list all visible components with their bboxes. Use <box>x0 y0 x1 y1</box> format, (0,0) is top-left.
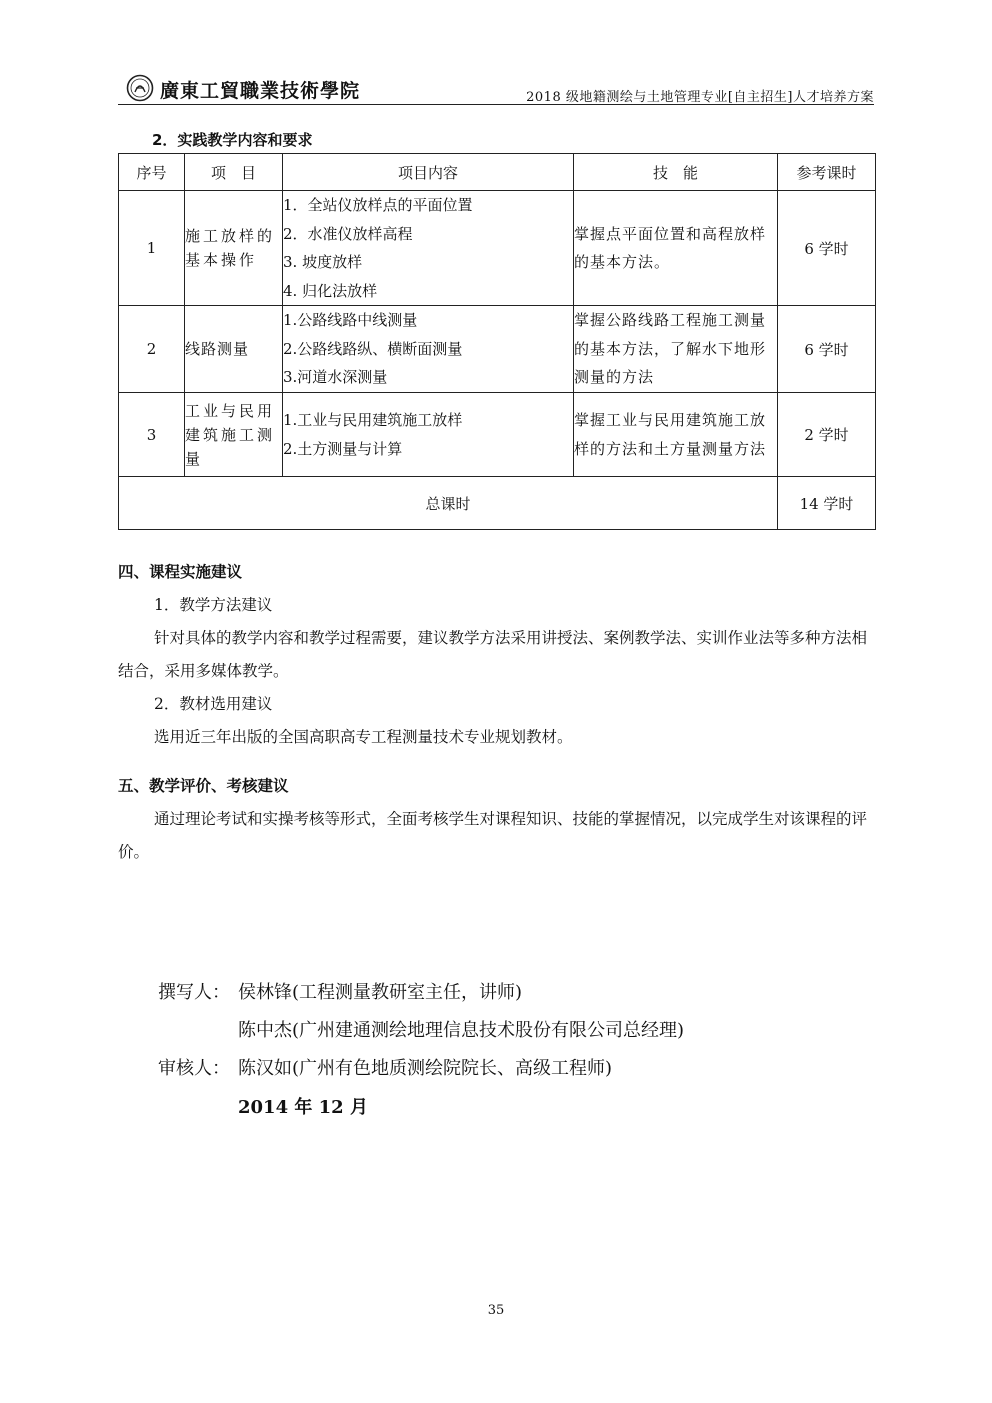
row-hours: 2 学时 <box>778 393 876 477</box>
row-number: 2 <box>119 306 185 393</box>
content-item: 2．水准仪放样高程 <box>283 224 413 243</box>
table-row <box>119 306 876 393</box>
total-label: 总课时 <box>119 477 778 530</box>
section-heading: 五、教学评价、考核建议 <box>118 777 289 795</box>
row-hours: 6 学时 <box>778 306 876 393</box>
row-number: 3 <box>119 393 185 477</box>
header-number: 序号 <box>119 154 185 191</box>
content-item: 1.工业与民用建筑施工放样 <box>283 411 463 429</box>
evaluation-section <box>118 770 875 869</box>
content-item: 2.土方测量与计算 <box>283 439 403 458</box>
row-content <box>283 191 574 306</box>
content-item: 4. 归化法放样 <box>283 281 378 300</box>
total-hours: 14 学时 <box>778 477 876 530</box>
content-item: 1．全站仪放样点的平面位置 <box>283 196 473 214</box>
document-title: 2018 级地籍测绘与土地管理专业[自主招生]人才培养方案 <box>526 90 874 105</box>
implementation-section <box>118 556 875 754</box>
table-header-row <box>119 154 876 191</box>
row-number: 1 <box>119 191 185 306</box>
section-heading: 四、课程实施建议 <box>118 563 243 581</box>
writer-name: 侯林锋(工程测量教研室主任，讲师) <box>238 982 523 1003</box>
header-project: 项 目 <box>185 154 283 191</box>
content-item: 2.公路线路纵、横断面测量 <box>283 339 463 358</box>
school-name: 廣東工貿職業技術學院 <box>160 80 361 102</box>
row-content <box>283 393 574 477</box>
header-content: 项目内容 <box>283 154 574 191</box>
row-project: 工业与民用建筑施工测量 <box>185 393 283 477</box>
date-line <box>158 1093 368 1119</box>
practice-section-heading: 2．实践教学内容和要求 <box>152 131 313 149</box>
reviewer-name: 陈汉如(广州有色地质测绘院院长、高级工程师) <box>238 1058 613 1079</box>
row-skill: 掌握工业与民用建筑施工放样的方法和土方量测量方法 <box>574 393 778 477</box>
page-header <box>118 68 874 105</box>
row-content <box>283 306 574 393</box>
page-number: 35 <box>487 1303 505 1318</box>
school-seal-icon <box>126 74 154 102</box>
paragraph: 选用近三年出版的全国高职高专工程测量技术专业规划教材。 <box>154 728 573 746</box>
writer-line <box>158 978 522 1004</box>
subsection-heading: 1．教学方法建议 <box>154 596 273 614</box>
row-project: 线路测量 <box>185 306 283 393</box>
content-item: 1.公路线路中线测量 <box>283 311 418 330</box>
paragraph: 通过理论考试和实操考核等形式，全面考核学生对课程知识、技能的掌握情况，以完成学生对该课程的评价。 <box>118 810 868 861</box>
row-project: 施工放样的基本操作 <box>185 191 283 306</box>
content-item: 3. 坡度放样 <box>283 253 363 271</box>
header-hours: 参考课时 <box>778 154 876 191</box>
writer-line-2 <box>158 1016 684 1042</box>
table-row <box>119 393 876 477</box>
table-total-row <box>119 477 876 530</box>
subsection-heading: 2．教材选用建议 <box>154 695 273 713</box>
paragraph: 针对具体的教学内容和教学过程需要，建议教学方法采用讲授法、案例教学法、实训作业法等多种方法相结合，采用多媒体教学。 <box>118 629 868 680</box>
reviewer-label: 审核人： <box>158 1058 230 1079</box>
row-skill: 掌握公路线路工程施工测量的基本方法，了解水下地形测量的方法 <box>574 306 778 393</box>
writer-name: 陈中杰(广州建通测绘地理信息技术股份有限公司总经理) <box>238 1020 685 1041</box>
table-row <box>119 191 876 306</box>
content-item: 3.河道水深测量 <box>283 368 388 387</box>
sign-date: 2014 年 12 月 <box>238 1097 368 1118</box>
writer-label: 撰写人： <box>158 982 230 1003</box>
school-logo <box>126 74 446 102</box>
practice-teaching-table <box>118 153 876 530</box>
row-skill: 掌握点平面位置和高程放样的基本方法。 <box>574 191 778 306</box>
reviewer-line <box>158 1054 612 1080</box>
header-skill: 技 能 <box>574 154 778 191</box>
row-hours: 6 学时 <box>778 191 876 306</box>
